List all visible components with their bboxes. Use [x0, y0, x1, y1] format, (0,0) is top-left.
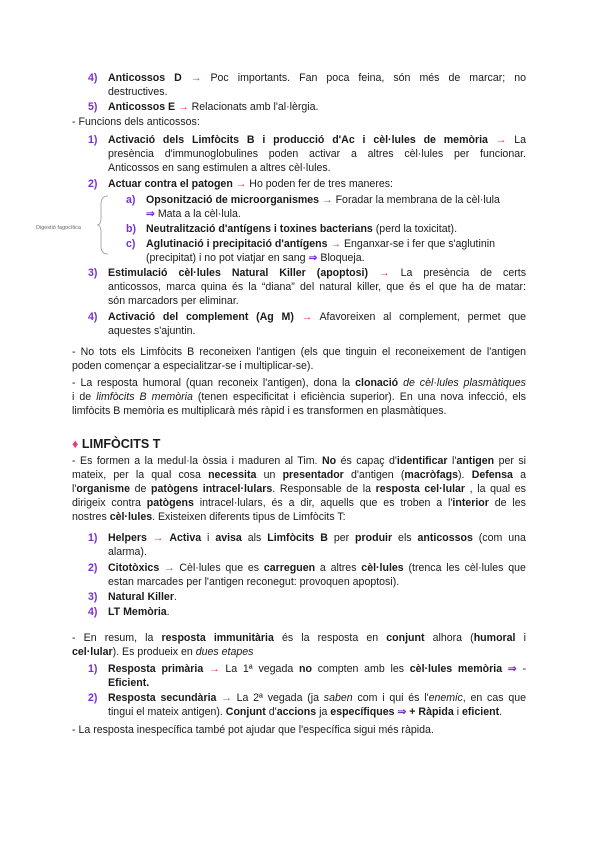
arrow-icon: →	[378, 267, 390, 279]
list-number: 2)	[88, 178, 98, 190]
function-2b-line: Neutralització d'antígens i toxines bacterians (perd la toxicitat).	[146, 223, 458, 235]
implies-icon: ⇒	[507, 663, 517, 675]
t-type-1-line: Helpers → Activa i avisa als Limfòcits B per produir els anticossos (com una	[108, 532, 526, 544]
section-title: LIMFÒCITS T	[81, 437, 161, 451]
t-type-2-line: Citotòxics → Cèl·lules que es carreguen a altres cèl·lules (trenca les cèl·lules que	[108, 562, 526, 574]
para1-line1: - No tots els Limfòcits B reconeixen l'antigen (els que tinguin el reconeixement de l'antigen	[72, 346, 526, 358]
t-para-line4: dirigeix contra patògens intracel·lulars, és a dir, aquells que es troben a l'interior de les	[72, 497, 526, 509]
function-1-line: Activació dels Limfòcits B i producció d'Ac i cèl·lules de memòria → La	[108, 134, 526, 146]
list-letter: b)	[126, 223, 136, 235]
brace-icon	[96, 194, 110, 256]
list-number: 4)	[88, 72, 98, 84]
functions-intro: - Funcions dels anticossos:	[72, 116, 200, 128]
stage-1-line: Resposta primària → La 1ª vegada no compten amb les cèl·lules memòria ⇒ -	[108, 663, 527, 675]
implies-icon: ⇒	[308, 252, 318, 264]
list-letter: a)	[126, 194, 136, 206]
list-number: 5)	[88, 101, 98, 113]
arrow-icon: →	[178, 101, 189, 113]
arrow-icon: →	[495, 134, 507, 146]
arrow-icon: →	[164, 562, 175, 574]
arrow-icon: →	[301, 311, 313, 323]
para1-line2: poden començar a especialitzar-se i multiplicar-se).	[72, 360, 314, 372]
function-2a-line: Opsonització de microorganismes → Foradar la membrana de la cèl·lula	[146, 194, 500, 206]
para2-line3: limfòcits B memòria es multiplicarà més ràpid i es transformen en plasmàtiques.	[72, 405, 447, 417]
list-number: 1)	[88, 532, 98, 544]
stage-2-line: Resposta secundària → La 2ª vegada (ja saben com i qui és l'enemic, en cas que	[108, 692, 526, 704]
function-1-line2: presència d'immunoglobulines poden activar a altres cèl·lules per funcionar.	[108, 148, 526, 160]
t-para-line3: l'organisme de patògens intracel·lulars. Responsable de la resposta cel·lular , la qual es	[72, 483, 526, 495]
summary-line1: - En resum, la resposta immunitària és la resposta en conjunt alhora (humoral i	[72, 632, 526, 644]
list-number: 1)	[88, 663, 98, 675]
arrow-icon: →	[235, 178, 247, 190]
arrow-icon: →	[152, 532, 164, 544]
list-number: 2)	[88, 692, 98, 704]
function-4-line2: aquestes s'ajuntin.	[108, 325, 196, 337]
para2-line1: - La resposta humoral (quan reconeix l'antigen), dona la clonació de cèl·lules plasmàtiques	[72, 377, 526, 389]
final-line: - La resposta inespecífica també pot ajudar que l'específica sigui més ràpida.	[72, 724, 434, 736]
antibody-d-line: Anticossos D → Poc importants. Fan poca feina, són més de marcar; no	[108, 72, 526, 84]
function-1-line3: Anticossos en sang estimulen a altres cèl·lules.	[108, 162, 331, 174]
function-4-line: Activació del complement (Ag M) → Afavoreixen al complement, permet que	[108, 311, 526, 323]
function-2c-line: Aglutinació i precipitació d'antígens → Enganxar-se i fer que s'aglutinin	[146, 238, 495, 250]
list-number: 4)	[88, 311, 98, 323]
function-2a-line2: ⇒ Mata a la cèl·lula.	[146, 208, 241, 220]
t-para-line5: nostres cèl·lules. Existeixen diferents tipus de Limfòcits T:	[72, 511, 346, 523]
function-3-line3: són marcadors per eliminar.	[108, 295, 239, 307]
arrow-icon: →	[322, 194, 333, 206]
arrow-icon: →	[330, 238, 342, 250]
function-3-line2: anticossos, marca quina és la “diana” del natural killer, que és el que ha de matar:	[108, 281, 526, 293]
t-para-line2: mateix, per la qual cosa necessita un presentador d'antigen (macròfags). Defensa a	[72, 469, 527, 481]
function-2-line: Actuar contra el patogen → Ho poden fer de tres maneres:	[108, 178, 393, 190]
t-type-4-line: LT Memòria.	[108, 606, 170, 618]
t-type-3-line: Natural Killer.	[108, 591, 177, 603]
implies-icon: ⇒	[146, 208, 155, 220]
t-type-2-line2: estan marcades per l'antigen reconegut: provoquen apoptosi).	[108, 576, 400, 588]
t-para-line1: - Es formen a la medul·la òssia i maduren al Tim. No és capaç d'identificar l'antigen per si	[72, 455, 527, 467]
stage-2-line2: tingui el mateix antigen). Conjunt d'accions ja específiques ⇒ + Ràpida i eficient.	[108, 706, 503, 718]
t-type-1-line2: alarma).	[108, 546, 147, 558]
list-letter: c)	[126, 238, 136, 250]
arrow-icon: →	[190, 72, 202, 84]
antibody-e-line: Anticossos E → Relacionats amb l'al·lèrgia.	[108, 101, 319, 113]
section-heading	[72, 438, 160, 451]
stage-1-line2: Eficient.	[108, 677, 150, 689]
antibody-d-line2: destructives.	[108, 86, 168, 98]
list-number: 4)	[88, 606, 98, 618]
list-number: 3)	[88, 267, 98, 279]
function-3-line: Estimulació cèl·lules Natural Killer (apoptosi) → La presència de certs	[108, 267, 526, 279]
list-number: 1)	[88, 134, 98, 146]
side-label: Digestió fagocítica	[36, 225, 81, 231]
diamond-icon: ♦	[72, 437, 79, 451]
arrow-icon: →	[221, 692, 232, 704]
summary-line2: cel·lular). Es produeix en dues etapes	[72, 646, 254, 658]
para2-line2: i de limfòcits B memòria (tenen especificitat i eficiència superior). En una nova infecció, els	[72, 391, 526, 403]
list-number: 3)	[88, 591, 98, 603]
implies-icon: ⇒	[397, 706, 407, 718]
list-number: 2)	[88, 562, 98, 574]
arrow-icon: →	[209, 663, 220, 675]
function-2c-line2: (precipitat) i no pot viatjar en sang ⇒ Bloqueja.	[146, 252, 365, 264]
